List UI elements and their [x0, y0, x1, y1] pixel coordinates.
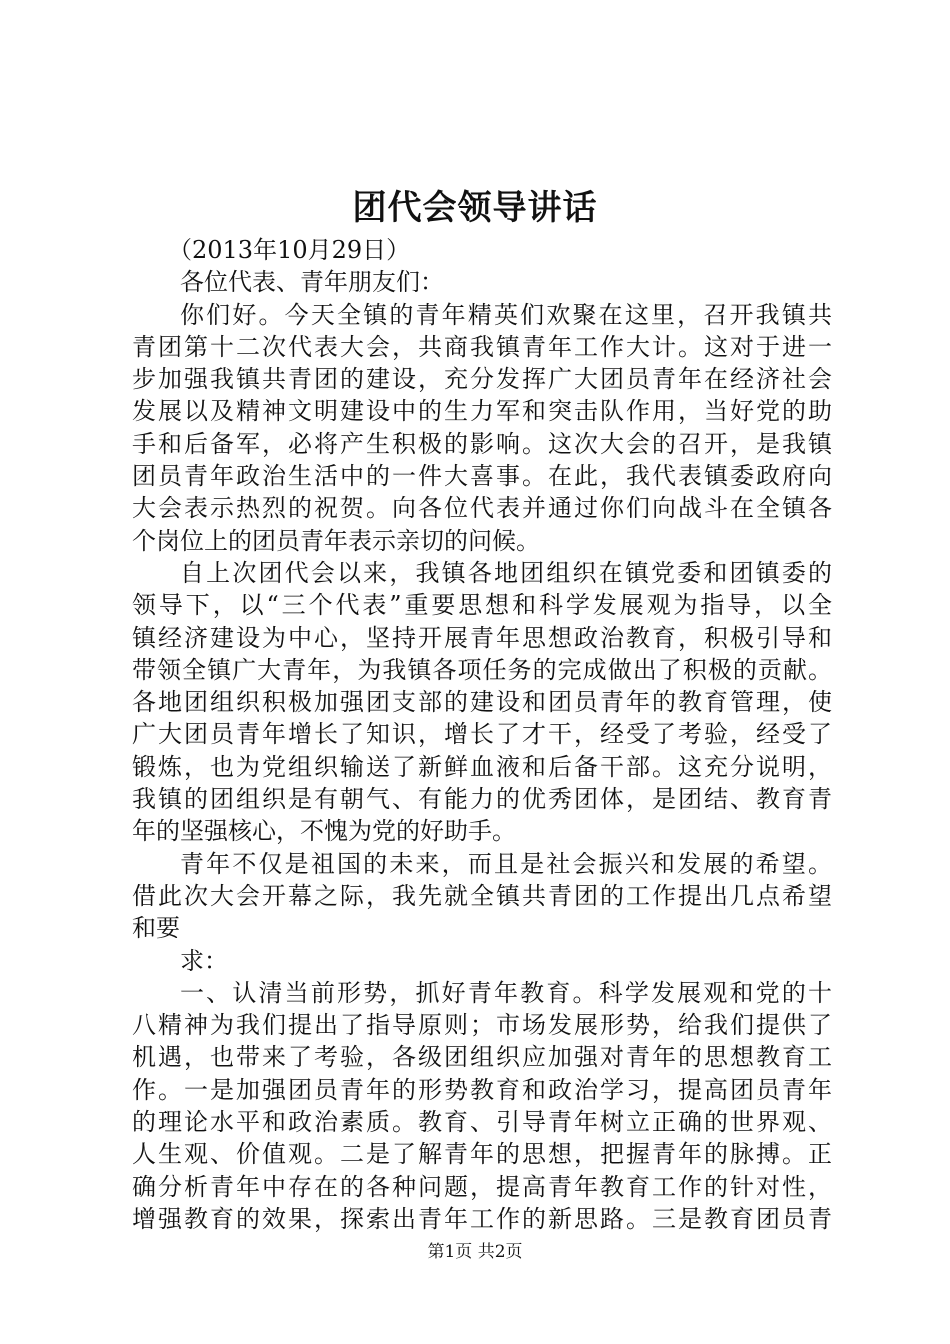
text-line: 作。一是加强团员青年的形势教育和政治学习，提高团员青年 — [132, 1075, 832, 1104]
text-line: 青团第十二次代表大会，共商我镇青年工作大计。这对于进一 — [132, 332, 832, 361]
text-line: 自上次团代会以来，我镇各地团组织在镇党委和团镇委的 — [180, 558, 832, 587]
text-line: 镇经济建设为中心，坚持开展青年思想政治教育，积极引导和 — [132, 623, 832, 652]
text-line: 步加强我镇共青团的建设，充分发挥广大团员青年在经济社会 — [132, 365, 832, 394]
text-line: 发展以及精神文明建设中的生力军和突击队作用，当好党的助 — [132, 397, 832, 426]
text-line: 确分析青年中存在的各种问题，提高青年教育工作的针对性， — [132, 1172, 832, 1201]
text-line: 的理论水平和政治素质。教育、引导青年树立正确的世界观、 — [132, 1108, 832, 1137]
text-line: 八精神为我们提出了指导原则；市场发展形势，给我们提供了 — [132, 1011, 832, 1040]
text-line: 手和后备军，必将产生积极的影响。这次大会的召开，是我镇 — [132, 429, 832, 458]
text-line: 人生观、价值观。二是了解青年的思想，把握青年的脉搏。正 — [132, 1140, 832, 1169]
text-line: 青年不仅是祖国的未来，而且是社会振兴和发展的希望。 — [180, 849, 832, 878]
text-line: 个岗位上的团员青年表示亲切的问候。 — [132, 526, 540, 555]
text-line: 各地团组织积极加强团支部的建设和团员青年的教育管理，使 — [132, 688, 832, 717]
text-line: 锻炼，也为党组织输送了新鲜血液和后备干部。这充分说明， — [132, 752, 832, 781]
text-line: 增强教育的效果，探索出青年工作的新思路。三是教育团员青 — [132, 1204, 832, 1233]
text-line: 求： — [180, 946, 228, 975]
text-line: （2013年10月29日） — [168, 236, 411, 264]
text-line: 带领全镇广大青年，为我镇各项任务的完成做出了积极的贡献。 — [132, 655, 832, 684]
text-line: 和要 — [132, 914, 180, 943]
page-footer: 第1页 共2页 — [427, 1242, 523, 1262]
text-line: 广大团员青年增长了知识，增长了才干，经受了考验，经受了 — [132, 720, 832, 749]
text-line: 领导下，以“三个代表”重要思想和科学发展观为指导，以全 — [132, 591, 832, 620]
document-title: 团代会领导讲话 — [352, 188, 598, 228]
text-line: 各位代表、青年朋友们： — [180, 268, 444, 297]
text-line: 我镇的团组织是有朝气、有能力的优秀团体，是团结、教育青 — [132, 785, 832, 814]
text-line: 团员青年政治生活中的一件大喜事。在此，我代表镇委政府向 — [132, 462, 832, 491]
text-line: 借此次大会开幕之际，我先就全镇共青团的工作提出几点希望 — [132, 881, 832, 910]
text-line: 年的坚强核心，不愧为党的好助手。 — [132, 817, 516, 846]
document-body — [132, 234, 832, 1235]
text-line: 一、认清当前形势，抓好青年教育。科学发展观和党的十 — [180, 978, 832, 1007]
text-line: 机遇，也带来了考验，各级团组织应加强对青年的思想教育工 — [132, 1043, 832, 1072]
text-line: 你们好。今天全镇的青年精英们欢聚在这里，召开我镇共 — [180, 300, 832, 329]
text-line: 大会表示热烈的祝贺。向各位代表并通过你们向战斗在全镇各 — [132, 494, 832, 523]
